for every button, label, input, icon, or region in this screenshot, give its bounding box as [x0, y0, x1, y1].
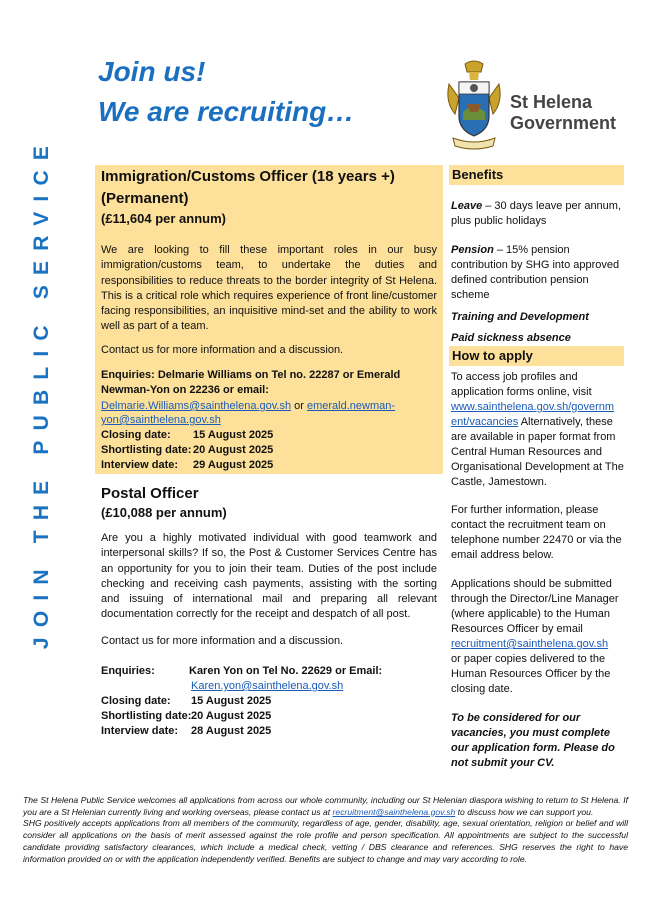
- job2-enquiries-label: Enquiries:: [101, 665, 155, 677]
- job2-closing-date: [101, 694, 271, 709]
- job1-contact: Contact us for more information and a discussion.: [101, 344, 344, 356]
- job2-shortlisting-value: 20 August 2025: [191, 710, 272, 722]
- job1-closing-date: [101, 428, 273, 443]
- government-name-line1: St Helena: [510, 92, 593, 112]
- job2-email-line: [191, 679, 343, 694]
- apply-p1-text: To access job profiles and application forms online, visit: [451, 371, 592, 398]
- job1-interview-date: [101, 458, 273, 473]
- job2-interview-label: Interview date:: [101, 725, 179, 737]
- apply-paragraph4: To be considered for our vacancies, you must complete our application form. Please do not submit your CV.: [451, 712, 615, 769]
- job2-shortlisting-date: [101, 709, 271, 724]
- vacancies-link-part2[interactable]: ent/vacancies: [451, 416, 519, 428]
- job2-title: Postal Officer: [101, 485, 199, 502]
- benefits-heading: Benefits: [449, 165, 624, 185]
- job1-interview-label: Interview date:: [101, 459, 179, 471]
- job1-or: or: [294, 400, 304, 412]
- footer-recruitment-link[interactable]: recruitment@sainthelena.gov.sh: [332, 806, 456, 817]
- job2-closing-value: 15 August 2025: [191, 695, 272, 707]
- government-name-line2: Government: [510, 113, 617, 133]
- job1-enquiries-line2: Newman-Yon on 22236 or email:: [101, 384, 269, 396]
- footer-text3: SHG positively accepts applications from all members of the community, regardless of age, gender, disability, age, sexual orientation, religion or belief and will consider all applications on the basis of merit assessed against the role profile and person specification. All appointments are subject to the successful candidate providing satisfactory clearances, which include a medical check, vetting / DBS clearance and references. SHG reserves the right to have information provided on or with the application independently verified. Benefits are subject to change and may vary according to role.: [23, 818, 628, 864]
- side-banner-text: JOIN THE PUBLIC SERVICE: [30, 135, 53, 650]
- apply-heading: How to apply: [449, 346, 624, 366]
- job1-shortlisting-date: [101, 443, 273, 458]
- apply-paragraph1: [451, 370, 626, 490]
- job1-closing-label: Closing date:: [101, 429, 171, 441]
- benefits-leave-text: – 30 days leave per annum, plus public holidays: [451, 200, 622, 227]
- job2-enquiries: [101, 664, 382, 679]
- job2-email-link[interactable]: Karen.yon@sainthelena.gov.sh: [191, 680, 344, 692]
- job2-salary: (£10,088 per annum): [101, 505, 227, 520]
- apply-p3-text: Applications should be submitted through the Director/Line Manager (where applicable) to the Human Resources Officer by email: [451, 578, 619, 635]
- job2-interview-value: 28 August 2025: [191, 725, 272, 737]
- job2-enquiries-value: Karen Yon on Tel No. 22629 or Email:: [189, 665, 383, 677]
- apply-paragraph2: For further information, please contact the recruitment team on telephone number 22470 or via the email address below.: [451, 504, 622, 561]
- job1-shortlisting-value: 20 August 2025: [193, 444, 274, 456]
- benefits-pension: [451, 243, 626, 303]
- job1-title-line2: (Permanent): [101, 190, 189, 207]
- footer-text1: The St Helena Public Service welcomes all applications from across our whole community, including our St Helenian diaspora wishing to return to St Helena. If you are a St Helenian currently living and working overseas, please contact us at: [23, 795, 628, 817]
- st-helena-crest-icon: [445, 58, 503, 154]
- job1-enquiries-line1: Enquiries: Delmarie Williams on Tel no. 22287 or Emerald: [101, 369, 401, 381]
- benefits-pension-text: – 15% pension contribution by SHG into approved defined contribution pension scheme: [451, 244, 620, 301]
- job2-closing-label: Closing date:: [101, 695, 171, 707]
- apply-p1-rest: Alternatively, these are available in paper format from Central Human Resources and Organisational Development at The Castle, Jamestown.: [451, 416, 624, 488]
- apply-p3-rest: or paper copies delivered to the Human Resources Officer by the closing date.: [451, 653, 611, 695]
- job1-email-line: [101, 399, 395, 414]
- footer-text2: to discuss how we can support you.: [457, 806, 594, 817]
- government-name: [510, 92, 616, 134]
- benefits-sickness: Paid sickness absence: [451, 332, 571, 344]
- job2-description: Are you a highly motivated individual with good teamwork and interpersonal skills? If so, the Post & Customer Services Centre has an opportunity for you to join their team. Duties of the post include checking and receiving cash payments, assisting with the sorting and issuing of international mail and preparing all relevant documentation correctly for the receipt and despatch of all post.: [101, 532, 437, 621]
- side-banner: [24, 105, 60, 680]
- benefits-leave: [451, 199, 626, 229]
- job1-email1-link[interactable]: Delmarie.Williams@sainthelena.gov.sh: [101, 400, 292, 412]
- job1-email2-link-part1[interactable]: emerald.newman-: [307, 400, 396, 412]
- job1-salary: (£11,604 per annum): [101, 211, 226, 226]
- benefits-training: Training and Development: [451, 311, 589, 323]
- recruitment-email-link[interactable]: recruitment@sainthelena.gov.sh: [451, 638, 609, 650]
- job1-shortlisting-label: Shortlisting date:: [101, 444, 192, 456]
- heading-join-us: Join us!: [98, 56, 206, 87]
- job2-shortlisting-label: Shortlisting date:: [101, 710, 192, 722]
- job2-interview-date: [101, 724, 271, 739]
- job1-email2-line: [101, 413, 221, 428]
- heading-recruiting: We are recruiting…: [98, 96, 355, 127]
- vacancies-link-part1[interactable]: www.sainthelena.gov.sh/governm: [451, 401, 615, 413]
- job1-description: We are looking to fill these important roles in our busy immigration/customs team, to undertake the duties and responsibilities to reduce threats to the border integrity of St Helena. This is a critical role which requires experience of front line/customer facing responsibilities, an inquisitive mind-set and the ability to work well as part of a team.: [101, 244, 437, 333]
- job2-contact: Contact us for more information and a discussion.: [101, 635, 344, 647]
- apply-paragraph3: [451, 577, 626, 697]
- job1-closing-value: 15 August 2025: [193, 429, 274, 441]
- job1-interview-value: 29 August 2025: [193, 459, 274, 471]
- benefits-pension-label: Pension: [451, 244, 494, 256]
- footer-disclaimer: [23, 795, 628, 865]
- job1-email2-link-part2[interactable]: yon@sainthelena.gov.sh: [101, 414, 221, 426]
- benefits-leave-label: Leave: [451, 200, 483, 212]
- job1-title-line1: Immigration/Customs Officer (18 years +): [101, 168, 395, 185]
